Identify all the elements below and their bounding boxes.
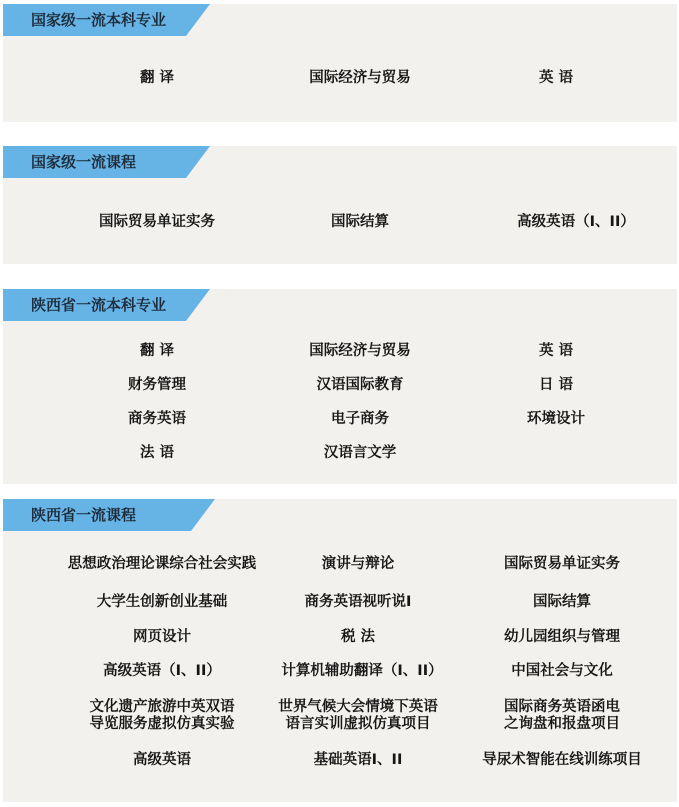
list-item: 导尿术智能在线训练项目 xyxy=(482,752,642,768)
list-item: 国际贸易单证实务 xyxy=(504,556,620,572)
list-item-line: 之询盘和报盘项目 xyxy=(504,716,620,732)
list-item: 翻 译 xyxy=(139,343,175,359)
section-title: 国家级一流本科专业 xyxy=(31,11,167,29)
list-item: 高级英语（I、II） xyxy=(517,214,635,230)
section-shaanxi-first-class-majors xyxy=(3,289,677,484)
list-item: 演讲与辩论 xyxy=(321,556,395,572)
list-item: 日 语 xyxy=(538,377,574,393)
section-national-first-class-majors xyxy=(3,4,677,122)
list-item: 英 语 xyxy=(538,70,574,86)
list-item: 国际贸易单证实务 xyxy=(99,214,215,230)
list-item-line: 世界气候大会情境下英语 xyxy=(278,699,438,715)
list-item: 国际经济与贸易 xyxy=(309,70,411,86)
list-item: 财务管理 xyxy=(128,377,186,393)
list-item: 大学生创新创业基础 xyxy=(96,594,228,610)
section-title: 陕西省一流课程 xyxy=(31,506,137,524)
section-title: 国家级一流课程 xyxy=(31,153,137,171)
list-item: 商务英语 xyxy=(128,411,186,427)
list-item: 汉语国际教育 xyxy=(316,377,404,393)
list-item-line: 国际商务英语函电 xyxy=(504,699,620,715)
list-item: 幼儿园组织与管理 xyxy=(504,629,620,645)
list-item: 计算机辅助翻译（I、II） xyxy=(281,663,443,679)
list-item: 翻 译 xyxy=(139,70,175,86)
list-item: 网页设计 xyxy=(133,629,191,645)
list-item-line: 语言实训虚拟仿真项目 xyxy=(285,716,431,732)
section-title: 陕西省一流本科专业 xyxy=(31,296,167,314)
section-shaanxi-first-class-courses xyxy=(3,499,677,802)
list-item: 高级英语（I、II） xyxy=(103,663,221,679)
list-item: 国际经济与贸易 xyxy=(309,343,411,359)
list-item: 国际结算 xyxy=(331,214,389,230)
list-item: 环境设计 xyxy=(527,411,585,427)
list-item-two-line xyxy=(245,699,471,733)
list-item: 国际结算 xyxy=(533,594,591,610)
list-item: 思想政治理论课综合社会实践 xyxy=(67,556,257,572)
list-item: 商务英语视听说I xyxy=(304,594,412,610)
list-item: 基础英语I、II xyxy=(313,752,403,768)
list-item: 英 语 xyxy=(538,343,574,359)
list-item: 税 法 xyxy=(340,629,376,645)
list-item: 电子商务 xyxy=(331,411,389,427)
list-item-two-line xyxy=(49,699,275,733)
list-item-line: 导览服务虚拟仿真实验 xyxy=(89,716,235,732)
list-item: 中国社会与文化 xyxy=(511,663,613,679)
list-item-two-line xyxy=(449,699,675,733)
list-item: 法 语 xyxy=(139,445,175,461)
list-item-line: 文化遗产旅游中英双语 xyxy=(89,699,235,715)
list-item: 高级英语 xyxy=(133,752,191,768)
list-item: 汉语言文学 xyxy=(323,445,397,461)
section-national-first-class-courses xyxy=(3,146,677,264)
